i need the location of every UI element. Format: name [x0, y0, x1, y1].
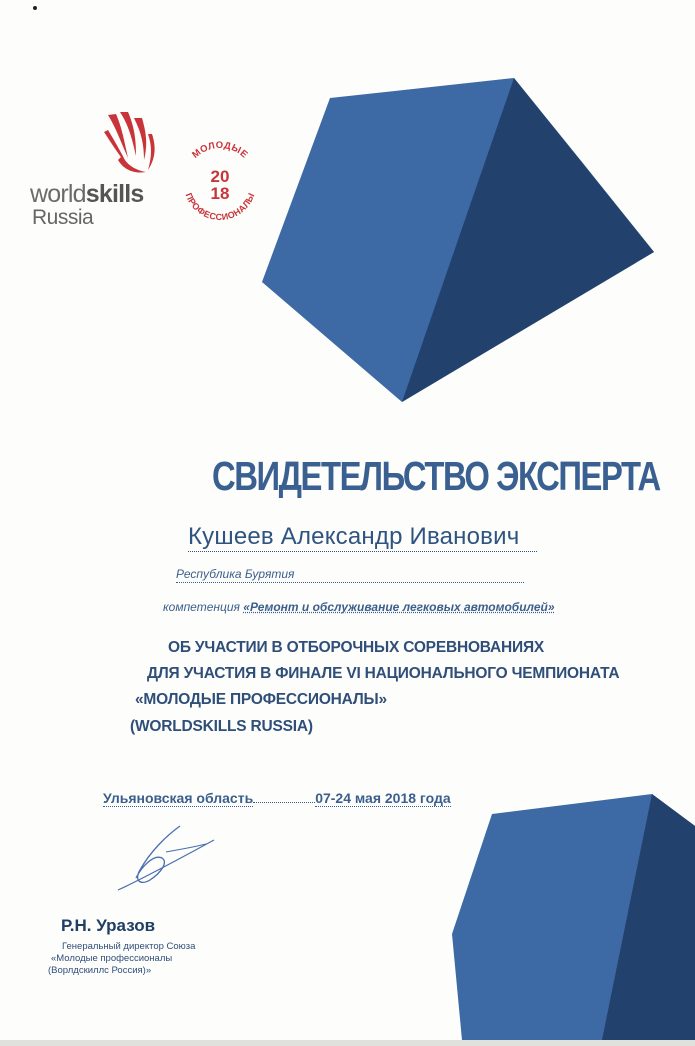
small-cube-graphic: [452, 794, 695, 1040]
worldskills-country: Russia: [32, 206, 94, 229]
svg-text:20: 20: [210, 167, 230, 186]
scan-bottom-edge: [0, 1040, 695, 1046]
event-dates: 07-24 мая 2018 года: [315, 790, 451, 806]
signer-title-line: Генеральный директор Союза: [62, 941, 196, 952]
body-line: ОБ УЧАСТИИ В ОТБОРОЧНЫХ СОРЕВНОВАНИЯХ: [168, 639, 545, 656]
competence-label: компетенция: [163, 600, 240, 614]
competence-line: [163, 600, 555, 614]
handwritten-signature: [110, 822, 225, 897]
certificate-title: СВИДЕТЕЛЬСТВО ЭКСПЕРТА: [212, 453, 660, 499]
svg-text:18: 18: [210, 184, 230, 203]
body-line: «МОЛОДЫЕ ПРОФЕССИОНАЛЫ»: [135, 691, 387, 708]
recipient-name: Кушеев Александр Иванович: [188, 523, 537, 552]
signer-name: Р.Н. Уразов: [61, 916, 156, 935]
place-and-dates: [103, 790, 451, 806]
signer-title-line: (Ворлдскиллс Россия)»: [48, 965, 152, 976]
large-cube-graphic: [262, 72, 662, 402]
body-line: ДЛЯ УЧАСТИЯ В ФИНАЛЕ VI НАЦИОНАЛЬНОГО ЧЕМПИОНАТА: [147, 665, 620, 682]
svg-text:МОЛОДЫЕ: МОЛОДЫЕ: [190, 139, 250, 161]
worldskills-wordmark: worldskills: [30, 180, 144, 208]
svg-text:ПРОФЕССИОНАЛЫ: ПРОФЕССИОНАЛЫ: [183, 191, 257, 223]
worldskills-logo: [30, 110, 180, 230]
recipient-region: Республика Бурятия: [176, 567, 524, 583]
body-line: (WORLDSKILLS RUSSIA): [130, 718, 313, 735]
competence-value: «Ремонт и обслуживание легковых автомобилей»: [243, 600, 555, 614]
speck-mark: [33, 6, 37, 10]
event-place: Ульяновская область: [103, 790, 254, 806]
worldskills-flame-icon: [98, 110, 158, 180]
molodye-professionaly-seal: [170, 132, 270, 232]
signer-title-line: «Молодые профессионалы: [51, 953, 173, 964]
